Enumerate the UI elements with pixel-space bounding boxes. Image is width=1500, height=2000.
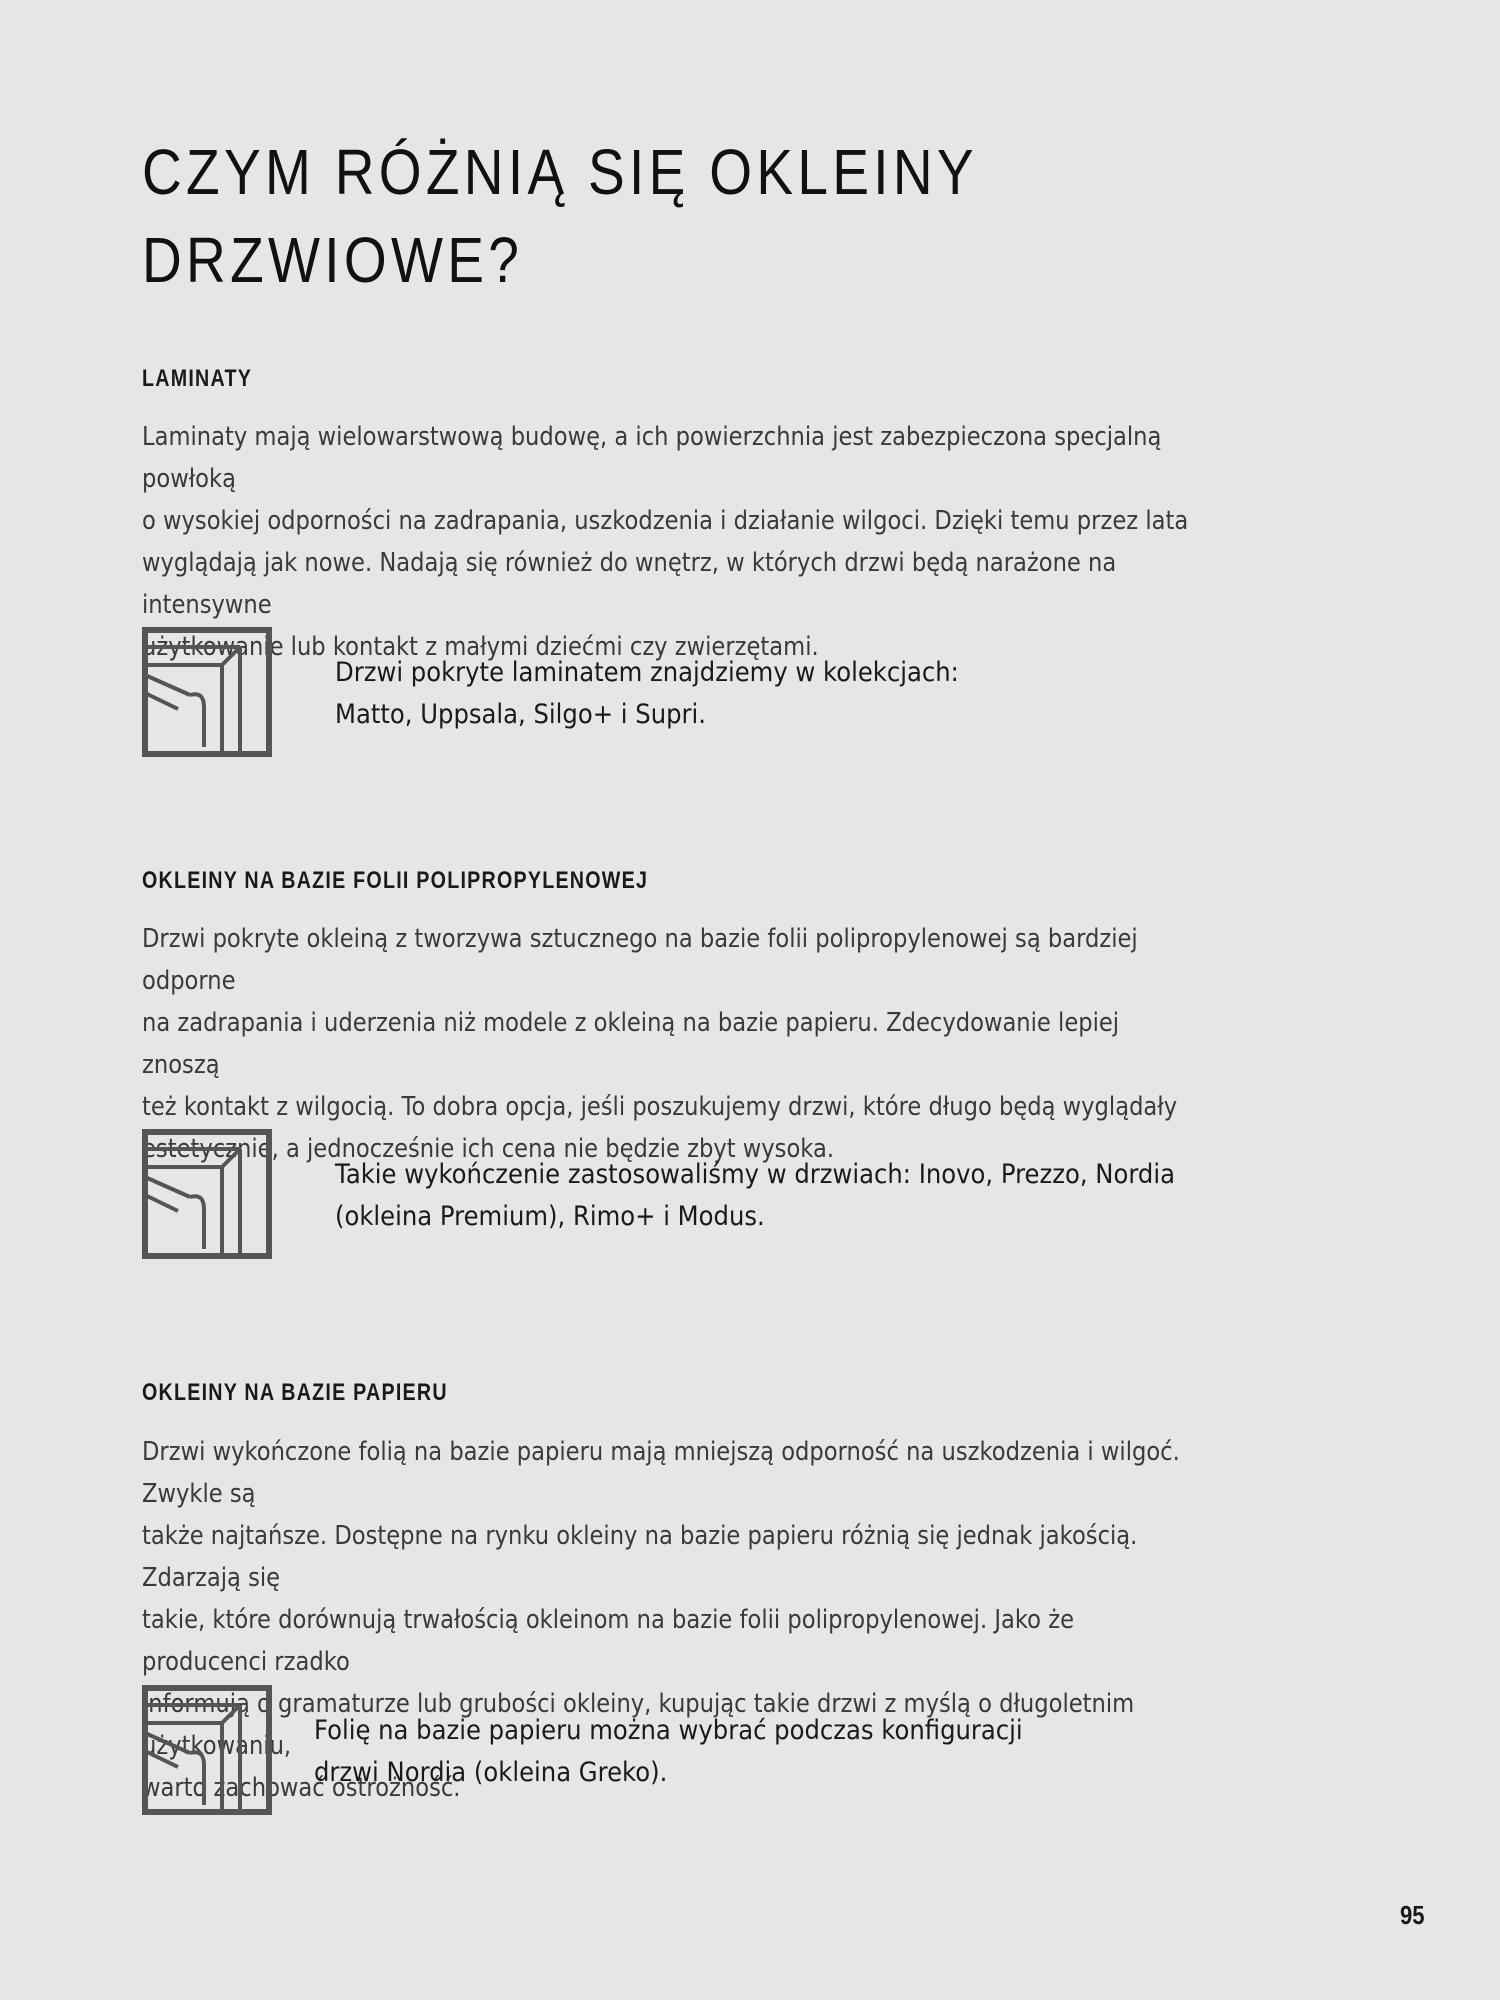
body-line: użytkowanie lub kontakt z małymi dziećmi czy zwierzętami.	[142, 632, 819, 662]
section-heading-papier: OKLEINY NA BAZIE PAPIERU	[142, 1379, 448, 1406]
body-line: Drzwi pokryte okleiną z tworzywa sztucznego na bazie folii polipropylenowej są bardziej odporne	[142, 924, 1138, 996]
body-line: też kontakt z wilgocią. To dobra opcja, jeśli poszukujemy drzwi, które długo będą wyglądały	[142, 1092, 1178, 1122]
section-heading-polipropylen: OKLEINY NA BAZIE FOLII POLIPROPYLENOWEJ	[142, 867, 649, 894]
page-title-line-2: DRZWIOWE?	[142, 224, 524, 296]
body-line: informują o gramaturze lub grubości okleiny, kupując takie drzwi z myślą o długoletnim użytkowaniu,	[142, 1689, 1135, 1761]
callout-line: Folię na bazie papieru można wybrać podczas konfiguracji	[314, 1715, 1023, 1746]
body-line: takie, które dorównują trwałością okleinom na bazie folii polipropylenowej. Jako że producenci rzadko	[142, 1605, 1075, 1677]
callout-line: Matto, Uppsala, Silgo+ i Supri.	[335, 699, 707, 730]
door-veneer-icon	[142, 1685, 272, 1815]
body-line: o wysokiej odporności na zadrapania, uszkodzenia i działanie wilgoci. Dzięki temu przez lata	[142, 506, 1189, 536]
callout-line: Takie wykończenie zastosowaliśmy w drzwiach: Inovo, Prezzo, Nordia	[335, 1159, 1175, 1190]
callout-line: Drzwi pokryte laminatem znajdziemy w kolekcjach:	[335, 657, 959, 688]
body-line: warto zachować ostrożność.	[142, 1773, 461, 1803]
page-title	[142, 128, 1088, 304]
callout-line: drzwi Nordia (okleina Greko).	[314, 1757, 668, 1788]
body-line: wyglądają jak nowe. Nadają się również do wnętrz, w których drzwi będą narażone na intensywne	[142, 548, 1117, 620]
body-line: na zadrapania i uderzenia niż modele z okleiną na bazie papieru. Zdecydowanie lepiej znoszą	[142, 1008, 1120, 1080]
section-heading-laminaty: LAMINATY	[142, 365, 253, 392]
callout-polipropylen	[335, 1154, 1175, 1238]
page-title-line-1: CZYM RÓŻNIĄ SIĘ OKLEINY	[142, 136, 978, 208]
body-line: także najtańsze. Dostępne na rynku okleiny na bazie papieru różnią się jednak jakością. Zdarzają się	[142, 1521, 1138, 1593]
body-line: estetycznie, a jednocześnie ich cena nie będzie zbyt wysoka.	[142, 1134, 835, 1164]
callout-laminaty	[335, 652, 959, 736]
callout-papier	[314, 1710, 1023, 1794]
callout-line: (okleina Premium), Rimo+ i Modus.	[335, 1201, 765, 1232]
body-line: Drzwi wykończone folią na bazie papieru mają mniejszą odporność na uszkodzenia i wilgoć. Zwykle są	[142, 1437, 1180, 1509]
body-line: Laminaty mają wielowarstwową budowę, a ich powierzchnia jest zabezpieczona specjalną powłoką	[142, 422, 1162, 494]
section-body-polipropylen	[142, 918, 1203, 1170]
page-number: 95	[1400, 1900, 1425, 1930]
door-veneer-icon	[142, 627, 272, 757]
door-veneer-icon	[142, 1129, 272, 1259]
section-body-laminaty	[142, 416, 1203, 668]
